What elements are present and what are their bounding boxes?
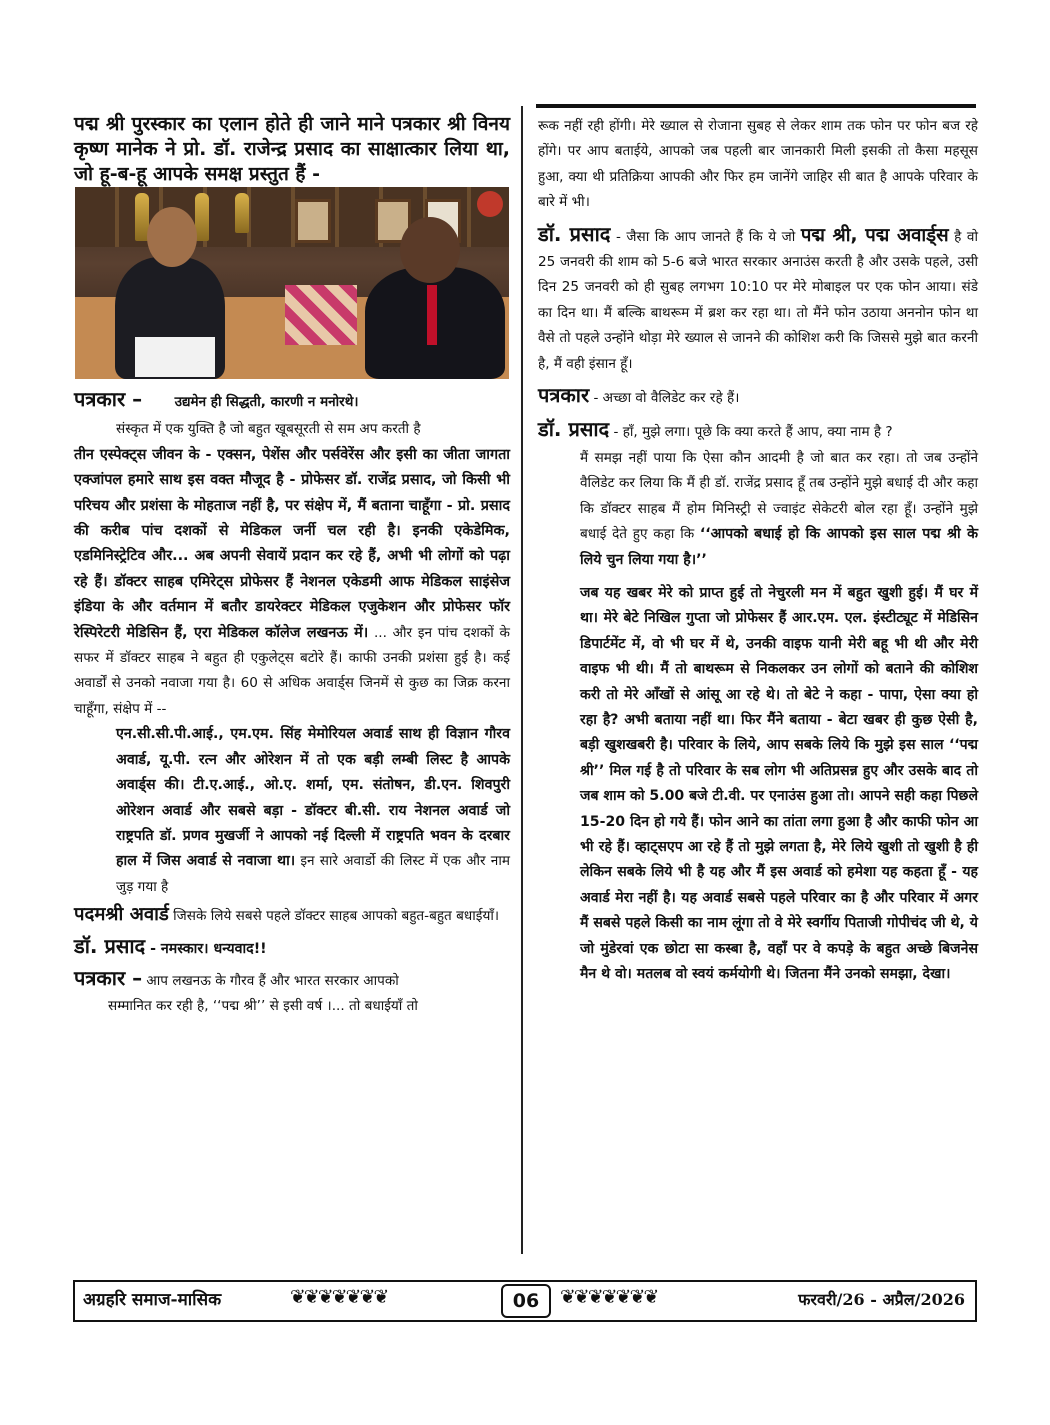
journalist-label: पत्रकार <box>538 383 590 408</box>
paragraph: संस्कृत में एक युक्ति है जो बहुत खूबसूरती से सम अप करती है <box>116 421 421 438</box>
paragraph-bold: जब यह खबर मेरे को प्राप्त हुई तो नेचुरली मन में बहुत खुशी हुई। मैं घर में था। मेरे बेटे निखिल गुप्ता जो प्रोफेसर हैं आर.एम. एल. इंस्टीट्यूट में मेडिसिन डिपार्टमेंट में, वो भी घर में थे, उनकी वाइफ यानी मेरी बहू भी थी और मेरी वाइफ भी थी। मैं तो बाथरूम से निकलकर उन लोगों को बताने की कोशिश करी तो मेरे आँखों से आंसू आ रहे थे। तो बेटे ने कहा - पापा, ऐसा क्या हो रहा है? अभी बताया नहीं था। फिर मैंने बताया - बेटा खबर ही कुछ ऐसी है, बड़ी खुशखबरी है। परिवार के लिये, आप सबके लिये कि मुझे इस साल ‘‘पद्म श्री’’ मिल गई है तो परिवार के सब लोग भी अतिप्रसन्न हुए और उसके बाद तो जब शाम को 5.00 बजे टी.वी. पर एनाउंस हुआ तो। आपने सही कहा पिछले 15-20 दिन हो गये हैं। फोन आने का तांता लगा हुआ है और काफी फोन आ भी रहे हैं। व्हाट्सएप आ रहे हैं तो मुझे लगता है, मेरे लिये खुशी तो खुशी है ही लेकिन सबके लिये भी है यह और मैं इस अवार्ड को हमेशा यह कहता हूँ - यह अवार्ड मेरा नहीं है। यह अवार्ड सबसे पहले परिवार का है और परिवार में अगर मैं सबसे पहले किसी का नाम लूंगा तो वे मेरे स्वर्गीय पिताजी गोपीचंद जी थे, ये जो मुंडेरवां एक छोटा सा कस्बा है, वहाँ पर वे कपड़े के बहुत अच्छे बिजनेस मैन थे वो। मतलब वो स्वयं कर्मयोगी थे। जितना मैंने उनको समझा, देखा। <box>580 584 978 982</box>
doctor-label: डॉ. प्रसाद <box>538 221 611 246</box>
doctor-face <box>400 217 460 283</box>
award-frame <box>295 199 331 243</box>
awards-list: एन.सी.सी.पी.आई., एम.एम. सिंह मेमोरियल अवार्ड साथ ही विज्ञान गौरव अवार्ड, यू.पी. रत्न और ओरेशन में तो एक बड़ी लम्बी लिस्ट है आपके अवार्ड्स की। टी.ए.आई., ओ.ए. शर्मा, एम. संतोषन, डी.एन. शिवपुरी ओरेशन अवार्ड और सबसे बड़ा - डॉक्टर बी.सी. राय नेशनल अवार्ड जो राष्ट्रपति डॉ. प्रणव मुखर्जी ने आपको नई दिल्ली में राष्ट्रपति भवन के दरबार हाल में जिस अवार्ड से नवाजा था। <box>116 726 510 870</box>
paragraph: ... और इन पांच दशकों के सफर में डॉक्टर साहब ने बहुत ही एकुलेट्स बटोरे हैं। काफी उनकी प्रशंसा हुई है। कई अवार्डों से उनको नवाजा गया है। 60 से अधिक अवार्ड्स जिनमें से कुछ का जिक्र करना चाहूँगा, संक्षेप में -- <box>74 624 511 717</box>
interview-photo <box>75 187 509 379</box>
question: आप लखनऊ के गौरव हैं और भारत सरकार आपको <box>142 972 399 989</box>
magazine-name: अग्रहरि समाज-मासिक <box>83 1290 222 1310</box>
interviewer-face <box>147 207 197 267</box>
doctor-label: डॉ. प्रसाद <box>74 933 146 958</box>
top-rule <box>536 104 976 108</box>
ornament-right-icon: ❦❦❦❦❦❦❦ <box>560 1286 658 1308</box>
question: - अच्छा वो वैलिडेट कर रहे हैं। <box>589 390 740 407</box>
greeting: - नमस्कार। धन्यवाद!! <box>145 940 267 957</box>
right-column <box>538 114 978 987</box>
answer: - हाँ, मुझे लगा। पूछे कि क्या करते हैं आप, क्या नाम है ? <box>609 424 893 441</box>
padmashri-award: पदमश्री अवार्ड <box>74 904 169 926</box>
notepad <box>135 337 215 377</box>
issue-date: फरवरी/26 - अप्रैल/2026 <box>798 1290 965 1309</box>
journalist-label: पत्रकार – <box>74 387 143 411</box>
ornament-left-icon: ❦❦❦❦❦❦❦ <box>290 1286 388 1308</box>
page-number: 06 <box>501 1284 551 1318</box>
answer: है वो 25 जनवरी की शाम को 5-6 बजे भारत सरकार अनाउंस करती है और उसके पहले, उसी दिन 25 जनवरी को ही सुबह लगभग 10:10 पर मेरे मोबाइल पर एक फोन आया। संडे का दिन था। मैं बल्कि बाथरूम में ब्रश कर रहा था। तो मैंने फोन उठाया अननोन फोन था वैसे तो पहले उन्होंने थोड़ा मेरे ख्याल से जानने की कोशिश करी कि जिससे मुझे बात करनी है, मैं वही इंसान हूँ। <box>538 228 978 372</box>
pillow <box>285 285 357 345</box>
red-tie <box>427 285 437 345</box>
channel-logo <box>477 191 503 217</box>
left-column <box>74 112 510 1020</box>
congrats-quote: ‘‘आपको बधाई हो कि आपको इस साल पद्म श्री के लिये चुन लिया गया है।’’ <box>580 526 978 568</box>
article-headline: पद्म श्री पुरस्कार का एलान होते ही जाने माने पत्रकार श्री विनय कृष्ण मानेक ने प्रो. डॉ. राजेन्द्र प्रसाद का साक्षात्कार लिया था, जो हू-ब-हू आपके समक्ष प्रस्तुत हैं - <box>74 113 510 185</box>
doctor-label: डॉ. प्रसाद <box>538 417 610 442</box>
paragraph: जिसके लिये सबसे पहले डॉक्टर साहब आपको बहुत-बहुत बधाईयाँ। <box>168 908 500 925</box>
paragraph: इन सारे अवार्डो की लिस्ट में एक और नाम जुड़ गया है <box>116 853 510 895</box>
paragraph: रूक नहीं रही होंगी। मेरे ख्याल से रोजाना सुबह से लेकर शाम तक फोन पर फोन बज रहे होंगे। पर आप बताईये, आपको जब पहली बार जानकारी मिली इसकी तो कैसा महसूस हुआ, क्या थी प्रतिक्रिया आपकी और फिर हम जानेंगे जाहिर सी बात है आपके परिवार के बारे में भी। <box>538 118 978 211</box>
answer: मैं समझ नहीं पाया कि ऐसा कौन आदमी है जो बात कर रहा। तो जब उन्होंने वैलिडेट कर लिया कि मैं ही डॉ. राजेंद्र प्रसाद हूँ तब उन्होंने मुझे बधाई दी और कहा कि डॉक्टर साहब मैं होम मिनिस्ट्री से ज्वाइंट सेकेटरी बोल रहा हूँ। उन्होंने मुझे बधाई देते हुए कहा कि <box>580 449 978 543</box>
sanskrit-quote: उद्यमेन ही सिद्धती, कारणी न मनोरथे। <box>174 394 359 410</box>
paragraph-bold: तीन एस्पेक्ट्स जीवन के - एक्सन, पेशेंस और पर्सवेरेंस और इसी का जीता जागता एक्जांपल हमारे साथ इस वक्त मौजूद है - प्रोफेसर डॉ. राजेंद्र प्रसाद, जो किसी भी परिचय और प्रशंसा के मोहताज नहीं है, पर संक्षेप में, मैं बताना चाहूँगा - प्रो. प्रसाद की करीब पांच दशकों से मेडिकल जर्नी चल रही है। इनकी एकेडेमिक, एडमिनिस्ट्रेटिव और... अब अपनी सेवायें प्रदान कर रहे हैं, अभी भी लोगों को पढ़ा रहे हैं। डॉक्टर साहब एमिरेट्स प्रोफेसर हैं नेशनल एकेडमी आफ मेडिकल साइंसेज इंडिया के और वर्तमान में बतौर डायरेक्टर मेडिकल एजुकेशन और प्रोफेसर फॉर रेस्पिरेटरी मेडिसिन हैं, एरा मेडिकल कॉलेज लखनऊ में। <box>74 446 510 641</box>
padma-awards: पद्म श्री, पद्म अवार्ड्स <box>800 224 949 246</box>
trophy-icon <box>235 193 249 233</box>
journalist-label: पत्रकार – <box>74 965 143 990</box>
question-cont: सम्मानित कर रही है, ‘‘पद्म श्री’’ से इसी वर्ष ।... तो बधाईयाँ तो <box>108 998 418 1015</box>
answer: - जैसा कि आप जानते हैं कि ये जो <box>610 228 801 245</box>
column-divider <box>521 106 523 1254</box>
page-footer <box>73 1280 977 1322</box>
trophy-icon <box>195 193 209 241</box>
